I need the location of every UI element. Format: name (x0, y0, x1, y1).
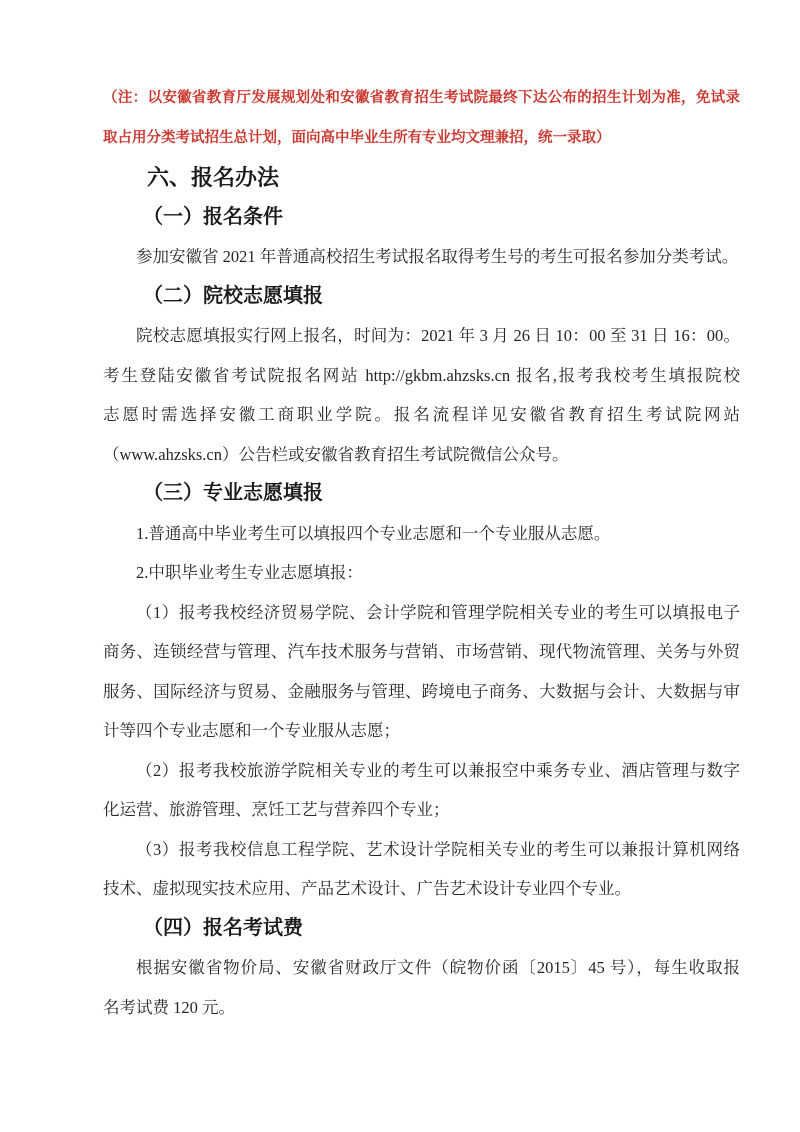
subsection-heading: （一）报名条件 (143, 205, 283, 228)
text-line: 商务、连锁经营与管理、汽车技术服务与营销、市场营销、现代物流管理、关务与外贸 (103, 642, 740, 661)
text-line: 1.普通高中毕业考生可以填报四个专业志愿和一个专业服从志愿。 (136, 523, 611, 543)
text-line: 名考试费 120 元。 (103, 997, 235, 1017)
note-line: 取占用分类考试招生总计划，面向高中毕业生所有专业均文理兼招，统一录取） (103, 129, 611, 146)
subsection-heading: （三）专业志愿填报 (143, 482, 323, 504)
text-line: 考生登陆安徽省考试院报名网站 http://gkbm.ahzsks.cn 报名,报考我校考生填报院校 (103, 365, 740, 385)
subsection-heading: （二）院校志愿填报 (143, 284, 323, 307)
section-heading: 六、报名办法 (147, 165, 280, 190)
note-line: （注：以安徽省教育厅发展规划处和安徽省教育招生考试院最终下达公布的招生计划为准，免试录 (103, 90, 740, 106)
text-line: 根据安徽省物价局、安徽省财政厅文件（皖物价函〔2015〕45 号），每生收取报 (136, 958, 740, 977)
document-content (103, 79, 740, 1027)
text-line: 化运营、旅游管理、烹饪工艺与营养四个专业； (103, 800, 450, 819)
subsection-heading: （四）报名考试费 (143, 916, 303, 939)
text-line: （3）报考我校信息工程学院、艺术设计学院相关专业的考生可以兼报计算机网络 (136, 839, 740, 859)
text-line: （www.ahzsks.cn）公告栏或安徽省教育招生考试院微信公众号。 (103, 444, 569, 464)
text-line: 院校志愿填报实行网上报名，时间为：2021 年 3 月 26 日 10：00 至 31 日 16：00。 (136, 326, 740, 345)
text-line: （2）报考我校旅游学院相关专业的考生可以兼报空中乘务专业、酒店管理与数字 (136, 760, 740, 780)
text-line: 计等四个专业志愿和一个专业服从志愿； (103, 721, 400, 740)
text-line: （1）报考我校经济贸易学院、会计学院和管理学院相关专业的考生可以填报电子 (136, 602, 740, 622)
text-line: 服务、国际经济与贸易、金融服务与管理、跨境电子商务、大数据与会计、大数据与审 (103, 681, 740, 701)
text-line: 2.中职毕业考生专业志愿填报： (136, 563, 363, 582)
text-line: 技术、虚拟现实技术应用、产品艺术设计、广告艺术设计专业四个专业。 (103, 879, 631, 898)
text-line: 志愿时需选择安徽工商职业学院。报名流程详见安徽省教育招生考试院网站 (103, 405, 740, 424)
text-line: 参加安徽省 2021 年普通高校招生考试报名取得考生号的考生可报名参加分类考试。 (136, 247, 739, 266)
